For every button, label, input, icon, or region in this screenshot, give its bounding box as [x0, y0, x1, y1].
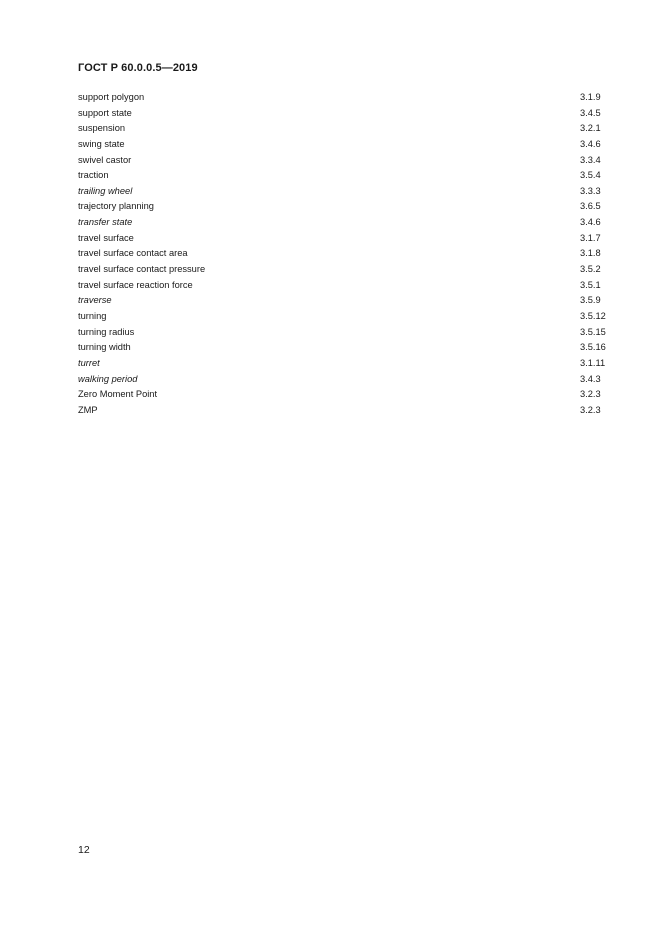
index-entry — [78, 372, 606, 388]
index-term: traverse — [78, 295, 112, 306]
index-reference: 3.3.4 — [580, 154, 601, 165]
index-term: trajectory planning — [78, 201, 154, 212]
index-entry — [78, 153, 606, 169]
index-term: swing state — [78, 138, 125, 149]
index-entry — [78, 387, 606, 403]
index-term: Zero Moment Point — [78, 389, 158, 400]
index-reference: 3.1.11 — [580, 357, 606, 368]
index-reference: 3.4.6 — [580, 138, 601, 149]
index-term: traction — [78, 170, 109, 181]
index-reference: 3.5.2 — [580, 264, 601, 275]
index-entry — [78, 325, 606, 341]
index-reference: 3.2.3 — [580, 389, 601, 400]
index-reference: 3.4.3 — [580, 373, 601, 384]
index-reference: 3.6.5 — [580, 201, 601, 212]
index-reference: 3.3.3 — [580, 185, 601, 196]
index-reference: 3.5.4 — [580, 170, 601, 181]
index-reference: 3.5.1 — [580, 279, 601, 290]
index-reference: 3.2.1 — [580, 123, 601, 134]
index-term: suspension — [78, 123, 126, 134]
index-reference: 3.5.9 — [580, 295, 601, 306]
index-term: turning width — [78, 342, 131, 353]
index-entry — [78, 199, 606, 215]
index-entry — [78, 340, 606, 356]
index-entry — [78, 106, 606, 122]
index-entry — [78, 168, 606, 184]
alphabetical-index — [78, 90, 606, 418]
index-entry — [78, 137, 606, 153]
index-term: trailing wheel — [78, 185, 133, 196]
index-entry — [78, 231, 606, 247]
index-term: travel surface — [78, 232, 134, 243]
index-entry — [78, 262, 606, 278]
index-term: turning radius — [78, 326, 135, 337]
index-term: walking period — [78, 373, 138, 384]
index-reference: 3.4.6 — [580, 217, 601, 228]
index-entry — [78, 184, 606, 200]
index-term: transfer state — [78, 217, 133, 228]
index-term: travel surface reaction force — [78, 279, 193, 290]
document-header: ГОСТ Р 60.0.0.5—2019 — [78, 62, 198, 74]
index-term: support state — [78, 107, 132, 118]
index-entry — [78, 293, 606, 309]
page-number: 12 — [78, 844, 90, 856]
index-reference: 3.1.9 — [580, 92, 601, 102]
index-entry — [78, 215, 606, 231]
index-reference: 3.1.7 — [580, 232, 601, 243]
index-entry — [78, 246, 606, 262]
index-entry — [78, 278, 606, 294]
index-entry — [78, 403, 606, 419]
index-reference: 3.4.5 — [580, 107, 601, 118]
index-reference: 3.5.12 — [580, 310, 606, 321]
index-reference: 3.5.16 — [580, 342, 606, 353]
index-term: support polygon — [78, 92, 145, 102]
index-entry — [78, 90, 606, 106]
index-term: travel surface contact area — [78, 248, 188, 259]
index-reference: 3.1.8 — [580, 248, 601, 259]
index-term: ZMP — [78, 404, 98, 415]
index-reference: 3.5.15 — [580, 326, 606, 337]
index-entry — [78, 356, 606, 372]
index-term: swivel castor — [78, 154, 132, 165]
index-term: turret — [78, 357, 100, 368]
index-term: turning — [78, 310, 107, 321]
index-reference: 3.2.3 — [580, 404, 601, 415]
index-term: travel surface contact pressure — [78, 264, 206, 275]
index-entry — [78, 309, 606, 325]
index-entry — [78, 121, 606, 137]
